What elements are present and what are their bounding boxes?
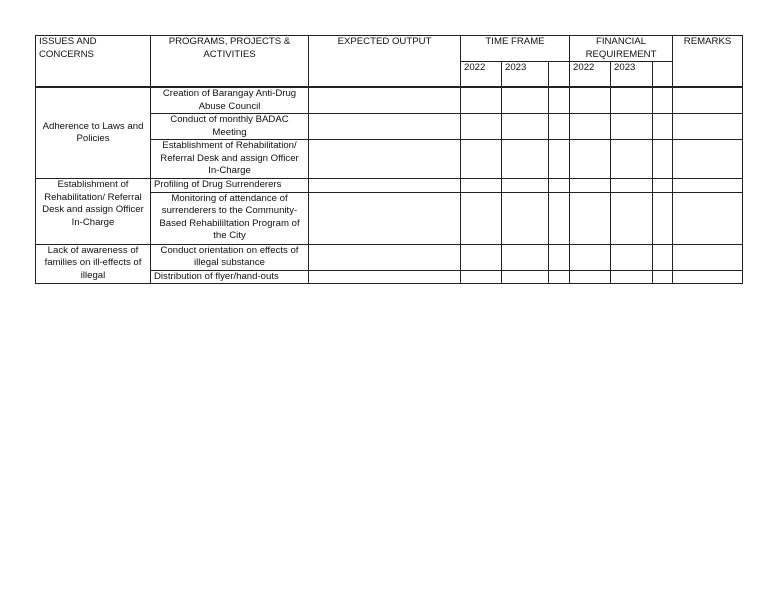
header-remarks: REMARKS bbox=[673, 36, 743, 87]
expected-output-cell bbox=[309, 192, 461, 244]
expected-output-cell bbox=[309, 270, 461, 284]
expected-output-cell bbox=[309, 114, 461, 140]
issue-cell: Adherence to Laws and Policies bbox=[36, 88, 151, 179]
issue-cell: Lack of awareness of families on ill-effects of illegal bbox=[36, 244, 151, 284]
program-cell: Distribution of flyer/hand-outs bbox=[151, 270, 309, 284]
plan-table bbox=[35, 35, 743, 284]
remarks-cell bbox=[673, 192, 743, 244]
header-tf-2023: 2023 bbox=[502, 62, 549, 87]
remarks-cell bbox=[673, 114, 743, 140]
expected-output-cell bbox=[309, 179, 461, 193]
remarks-cell bbox=[673, 270, 743, 284]
program-cell: Creation of Barangay Anti-Drug Abuse Council bbox=[151, 88, 309, 114]
expected-output-cell bbox=[309, 140, 461, 179]
header-fr-blank bbox=[653, 62, 673, 87]
header-time-frame: TIME FRAME bbox=[461, 36, 570, 62]
header-tf-2022: 2022 bbox=[461, 62, 502, 87]
program-cell: Establishment of Rehabilitation/ Referral Desk and assign Officer In-Charge bbox=[151, 140, 309, 179]
table-row bbox=[36, 88, 743, 114]
program-cell: Monitoring of attendance of surrenderers to the Community-Based Rehabililtation Program of the City bbox=[151, 192, 309, 244]
remarks-cell bbox=[673, 88, 743, 114]
table-row bbox=[36, 244, 743, 270]
remarks-cell bbox=[673, 244, 743, 270]
header-issues: ISSUES AND CONCERNS bbox=[36, 36, 151, 87]
header-fr-2022: 2022 bbox=[570, 62, 611, 87]
header-fr-2023: 2023 bbox=[611, 62, 653, 87]
header-tf-blank bbox=[549, 62, 570, 87]
remarks-cell bbox=[673, 140, 743, 179]
expected-output-cell bbox=[309, 88, 461, 114]
program-cell: Conduct orientation on effects of illegal substance bbox=[151, 244, 309, 270]
header-financial-requirement: FINANCIAL REQUIREMENT bbox=[570, 36, 673, 62]
header-expected-output: EXPECTED OUTPUT bbox=[309, 36, 461, 87]
remarks-cell bbox=[673, 179, 743, 193]
header-row-1 bbox=[36, 36, 743, 62]
header-programs: PROGRAMS, PROJECTS & ACTIVITIES bbox=[151, 36, 309, 87]
program-cell: Profiling of Drug Surrenderers bbox=[151, 179, 309, 193]
expected-output-cell bbox=[309, 244, 461, 270]
program-cell: Conduct of monthly BADAC Meeting bbox=[151, 114, 309, 140]
issue-cell: Establishment of Rehabilitation/ Referral Desk and assign Officer In-Charge bbox=[36, 179, 151, 245]
table-row bbox=[36, 179, 743, 193]
